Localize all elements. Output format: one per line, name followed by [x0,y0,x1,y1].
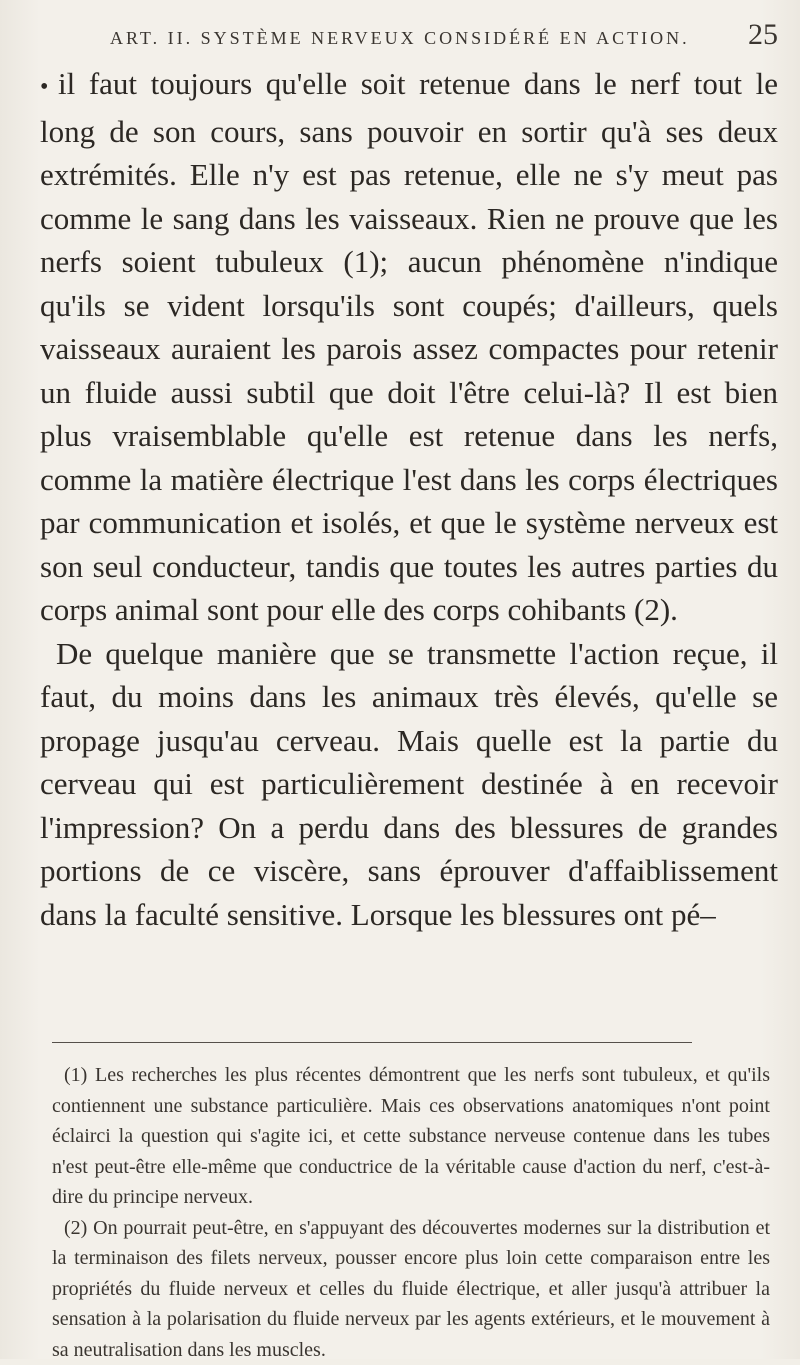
footnote-1: (1) Les recherches les plus récentes démontrent que les nerfs sont tubuleux, et qu'ils contiennent une substance particulière. Mais ces observations anatomiques n'ont point éclairci la question qui s'agite ici, et cette substance nerveuse contenue dans les tubes n'est peut-être elle-même que conductrice de la véritable cause d'action du nerf, c'est-à-dire du principe nerveux. [52,1060,770,1213]
page-number: 25 [748,18,778,52]
main-text [40,62,778,936]
paragraph-1 [40,62,778,632]
footnotes [52,1060,770,1365]
running-head: ART. II. SYSTÈME NERVEUX CONSIDÉRÉ EN ACTION. [110,28,730,49]
paragraph-1-text: il faut toujours qu'elle soit retenue dans le nerf tout le long de son cours, sans pouvoir en sortir qu'à ses deux extrémités. Elle n'y est pas retenue, elle ne s'y meut pas comme le sang dans les vaisseaux. Rien ne prouve que les nerfs soient tubuleux (1); aucun phénomène n'indique qu'ils se vident lorsqu'ils sont coupés; d'ailleurs, quels vaisseaux auraient les parois assez compactes pour retenir un fluide aussi subtil que doit l'être celui-là? Il est bien plus vraisemblable qu'elle est retenue dans les nerfs, comme la matière électrique l'est dans les corps électriques par communication et isolés, et que le système nerveux est son seul conducteur, tandis que toutes les autres parties du corps animal sont pour elle des corps cohibants (2). [40,66,778,627]
paragraph-2: De quelque manière que se transmette l'action reçue, il faut, du moins dans les animaux très élevés, qu'elle se propage jusqu'au cerveau. Mais quelle est la partie du cerveau qui est particulièrement destinée à en recevoir l'impression? On a perdu dans des blessures de grandes portions de ce viscère, sans éprouver d'affaiblissement dans la faculté sensitive. Lorsque les blessures ont pé– [40,632,778,937]
footnote-2: (2) On pourrait peut-être, en s'appuyant des découvertes modernes sur la distribution et la terminaison des filets nerveux, pousser encore plus loin cette comparaison entre les propriétés du fluide nerveux et celles du fluide électrique, et aller jusqu'à attribuer la sensation à la polarisation du fluide nerveux par les agents extérieurs, et le mouvement à sa neutralisation dans les muscles. [52,1213,770,1365]
footnote-divider [52,1042,692,1043]
bullet-mark-icon: • [40,66,58,110]
